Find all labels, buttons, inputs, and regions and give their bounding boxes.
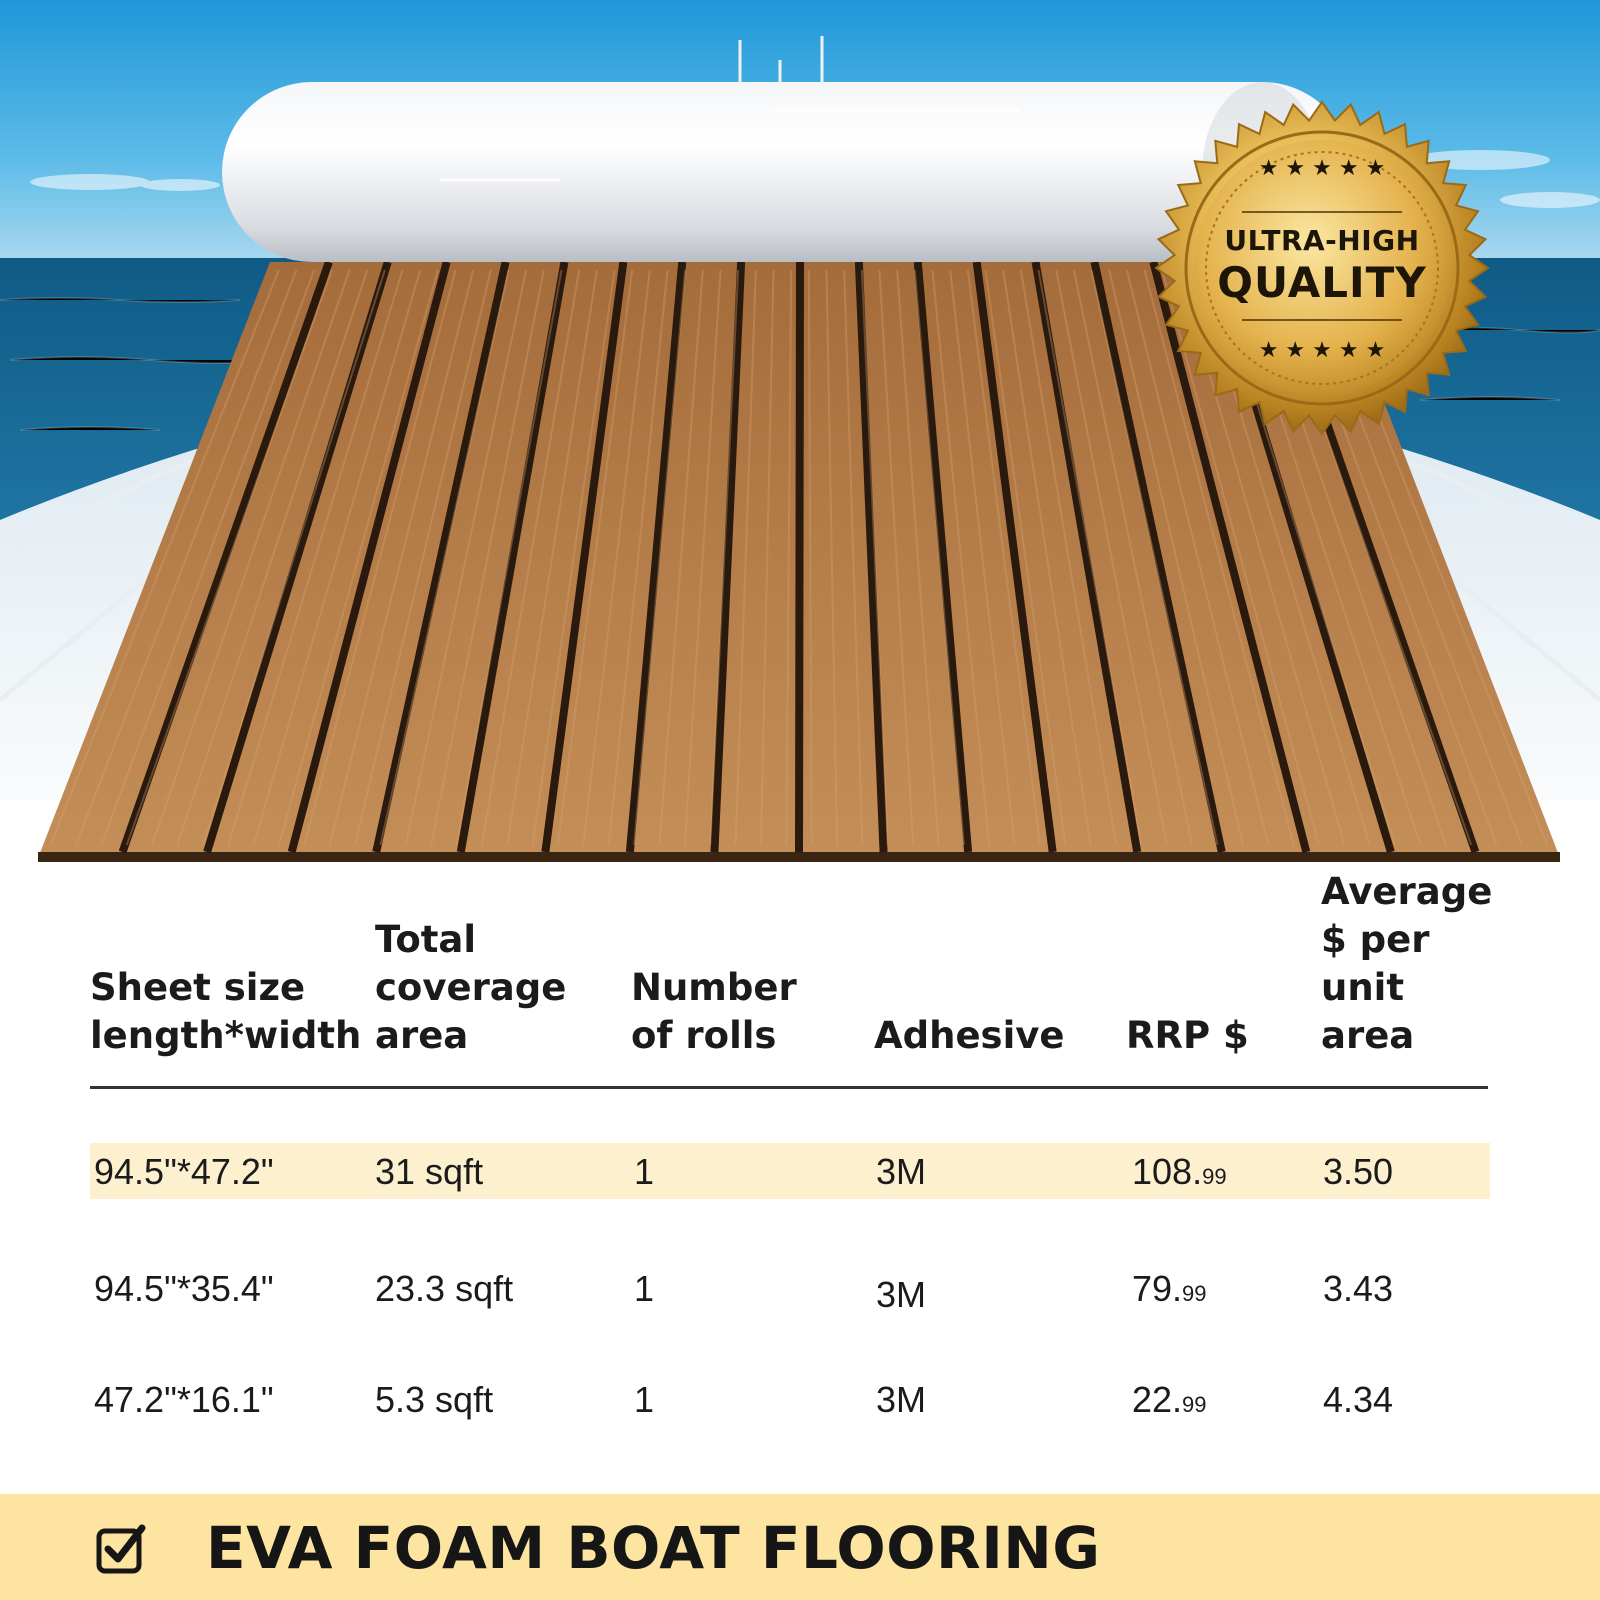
rrp-cents: 99 (1202, 1164, 1227, 1189)
rrp-whole: 108. (1132, 1151, 1203, 1192)
product-title-banner (0, 1494, 1600, 1600)
header-adhesive: Adhesive (874, 1014, 1065, 1057)
rrp-whole: 22. (1132, 1379, 1183, 1420)
badge-line-2: QUALITY (1217, 258, 1427, 307)
cell-average: 4.34 (1323, 1379, 1394, 1420)
table-row (90, 1260, 1490, 1316)
rrp-cents: 99 (1182, 1392, 1207, 1417)
quality-badge (1152, 98, 1492, 438)
cell-adhesive: 3M (876, 1151, 927, 1192)
cell-rolls: 1 (634, 1151, 655, 1192)
rrp-whole: 79. (1132, 1268, 1183, 1309)
rrp-cents: 99 (1182, 1281, 1207, 1306)
cell-average: 3.50 (1323, 1151, 1394, 1192)
header-rolls: Number of rolls (631, 966, 797, 1057)
badge-stars-top: ★ ★ ★ ★ ★ (1258, 156, 1386, 181)
cell-size: 94.5"*47.2" (94, 1151, 274, 1192)
cell-size: 94.5"*35.4" (94, 1268, 274, 1309)
product-title: EVA FOAM BOAT FLOORING (206, 1514, 1101, 1582)
badge-stars-bottom: ★ ★ ★ ★ ★ (1258, 338, 1386, 363)
table-row (90, 1143, 1490, 1199)
cell-size: 47.2"*16.1" (94, 1379, 274, 1420)
cell-rolls: 1 (634, 1268, 655, 1309)
mat-edge (38, 852, 1560, 862)
cell-coverage: 5.3 sqft (375, 1379, 494, 1420)
table-row (90, 1371, 1490, 1427)
cell-rolls: 1 (634, 1379, 655, 1420)
deck-groove (799, 262, 800, 852)
checkbox-checked-icon (96, 1522, 148, 1574)
header-sheet-size: Sheet size length*width (90, 966, 362, 1057)
table-header-row (90, 870, 1493, 1060)
cell-adhesive: 3M (876, 1274, 927, 1315)
cell-coverage: 31 sqft (375, 1151, 484, 1192)
header-coverage: Total coverage area (375, 918, 567, 1057)
header-rrp: RRP $ (1126, 1014, 1249, 1057)
header-average: Average $ per unit area (1321, 870, 1493, 1057)
header-divider (90, 1086, 1488, 1089)
cell-rrp (1132, 1151, 1227, 1193)
cell-average: 3.43 (1323, 1268, 1394, 1309)
cell-adhesive: 3M (876, 1379, 927, 1420)
badge-line-1: ULTRA-HIGH (1224, 224, 1420, 257)
cell-coverage: 23.3 sqft (375, 1268, 514, 1309)
cell-rrp (1132, 1268, 1207, 1310)
cell-rrp (1132, 1379, 1207, 1421)
